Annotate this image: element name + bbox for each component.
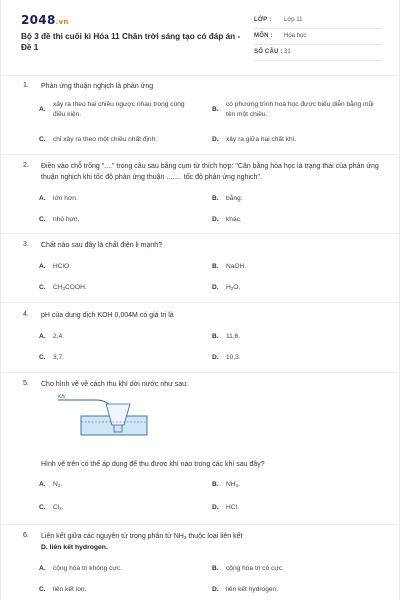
divider — [1, 524, 400, 525]
figure-label: Khí — [58, 394, 66, 400]
option-text: 2,4. — [53, 333, 64, 340]
option-text: $CH_3COOH$. — [53, 284, 87, 291]
option-text: 10,3. — [226, 354, 241, 361]
question-text: Hình vẽ trên có thể áp dụng để thu được khí nào trong các khí sau đây? — [41, 461, 265, 468]
meta-grade-key: LỚP : — [254, 17, 272, 23]
meta-count-value: 31 — [284, 49, 291, 55]
divider — [1, 233, 400, 234]
question-number: 2. — [23, 162, 29, 169]
option-text: xảy ra giữa hai chất khí. — [226, 136, 297, 143]
option-letter: C. — [39, 136, 46, 143]
divider — [1, 154, 400, 155]
meta-count — [254, 46, 382, 61]
question-text: Điền vào chỗ trống "...." trong câu sau bằng cụm từ thích hợp: "Cân bằng hóa học là trạng thái của phản ứng thuận nghịch khi tốc độ phản ứng thuận ........ tốc độ phản ứng nghịch". — [41, 163, 379, 181]
option-letter: A. — [39, 263, 46, 270]
divider — [1, 372, 400, 373]
meta-count-key: SỐ CÂU : — [254, 49, 283, 55]
option-text: nhỏ hơn. — [53, 216, 80, 223]
logo-suffix: .vn — [55, 18, 69, 26]
option-letter: D. — [212, 216, 219, 223]
option-text: khác. — [226, 216, 242, 223]
option-text: 11,6. — [226, 333, 241, 340]
option-text: liên kết ion. — [53, 586, 87, 593]
option-text: cộng hóa trị có cực. — [226, 565, 284, 572]
question-number: 1. — [23, 82, 29, 89]
answer-line: D. liên kết hydrogen. — [41, 544, 108, 551]
meta-grade — [254, 14, 382, 29]
option-text: $NH_3$. — [226, 481, 240, 488]
option-letter: C. — [39, 284, 46, 291]
option-text: $N_2$. — [53, 481, 63, 488]
exam-title: Bộ 3 đề thi cuối kì Hóa 11 Chân trời sáng tạo có đáp án - Đề 1 — [21, 32, 241, 52]
option-text: HClO. — [53, 263, 71, 270]
option-letter: D. — [212, 504, 219, 511]
option-letter: C. — [39, 354, 46, 361]
question-text: Cho hình vẽ về cách thu khí dời nước như sau: — [41, 381, 188, 388]
option-letter: A. — [39, 481, 46, 488]
divider — [1, 302, 400, 303]
option-text: 3,7. — [53, 354, 64, 361]
question-number: 6. — [23, 532, 29, 539]
option-letter: D. — [212, 354, 219, 361]
option-text: lớn hơn. — [53, 195, 78, 202]
option-letter: B. — [212, 195, 219, 202]
option-letter: A. — [39, 565, 46, 572]
question-text: Phản ứng thuận nghịch là phản ứng — [41, 83, 154, 90]
option-letter: B. — [212, 106, 219, 113]
option-text: cộng hóa trị không cực. — [53, 565, 122, 572]
option-text: có phương trình hoá học được biểu diễn bằng mũi tên một chiều. — [226, 101, 374, 118]
option-letter: A. — [39, 333, 46, 340]
question-text: Chất nào sau đây là chất điện li mạnh? — [41, 242, 163, 249]
question-text: pH của dung dịch KOH 0,004M có giá trị là — [41, 312, 174, 319]
option-text: xảy ra theo hai chiều ngược nhau trong cùng điều kiện. — [53, 101, 185, 118]
option-letter: B. — [212, 263, 219, 270]
meta-subject-value: Hóa học — [284, 33, 307, 39]
option-text: bằng. — [226, 195, 243, 202]
divider — [1, 75, 400, 76]
option-text: NaOH. — [226, 263, 247, 270]
option-letter: A. — [39, 106, 46, 113]
meta-subject — [254, 30, 382, 45]
option-letter: D. — [212, 136, 219, 143]
question-number: 3. — [23, 241, 29, 248]
option-text: $H_2O$. — [226, 284, 241, 291]
option-letter: C. — [39, 504, 46, 511]
option-text: liên kết hydrogen. — [226, 586, 279, 593]
meta-subject-key: MÔN : — [254, 33, 273, 39]
option-letter: C. — [39, 216, 46, 223]
option-text: HCl. — [226, 504, 239, 511]
meta-grade-value: Lớp 11 — [284, 17, 303, 23]
option-text: chỉ xảy ra theo một chiều nhất định. — [53, 136, 158, 143]
option-text: $Cl_2$. — [53, 504, 64, 511]
option-letter: B. — [212, 565, 219, 572]
question-text: Liên kết giữa các nguyên tử trong phân tử $NH_3$ thuộc loại liên kết — [41, 533, 243, 540]
option-letter: D. — [212, 284, 219, 291]
option-letter: B. — [212, 333, 219, 340]
exam-header — [1, 0, 400, 78]
option-letter: D. — [212, 586, 219, 593]
logo-text: 2048 — [21, 13, 56, 27]
gas-collection-figure — [56, 392, 151, 437]
option-letter: C. — [39, 586, 46, 593]
option-letter: B. — [212, 481, 219, 488]
site-logo[interactable] — [21, 13, 69, 27]
question-number: 5. — [23, 380, 29, 387]
option-letter: A. — [39, 195, 46, 202]
question-number: 4. — [23, 311, 29, 318]
